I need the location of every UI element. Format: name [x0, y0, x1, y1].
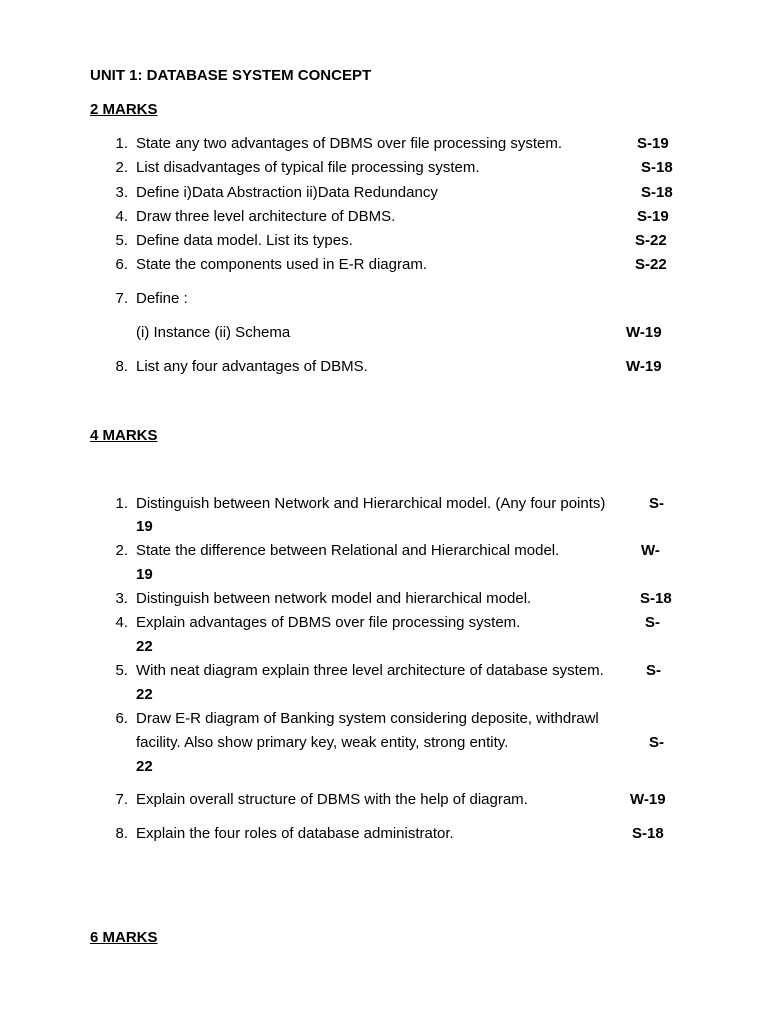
- exam-code-suffix: 19: [136, 566, 153, 583]
- page-title: UNIT 1: DATABASE SYSTEM CONCEPT: [90, 67, 372, 84]
- exam-code-prefix: S-: [645, 614, 660, 631]
- question-text-continued: facility. Also show primary key, weak entity, strong entity.: [136, 734, 509, 751]
- question-number: 6.: [115, 710, 128, 727]
- question-text: Draw E-R diagram of Banking system considering deposite, withdrawl: [136, 710, 599, 727]
- question-number: 3.: [115, 590, 128, 607]
- exam-code-suffix: 22: [136, 758, 153, 775]
- question-text: Explain overall structure of DBMS with the help of diagram.: [136, 791, 528, 808]
- question-text: Define data model. List its types.: [136, 232, 353, 249]
- question-subtext: (i) Instance (ii) Schema: [136, 324, 291, 341]
- exam-code: W-19: [630, 791, 666, 808]
- exam-code: S-18: [641, 159, 673, 176]
- exam-code-prefix: S-: [649, 495, 664, 512]
- question-text: Explain the four roles of database administrator.: [136, 825, 454, 842]
- exam-code-prefix: S-: [646, 662, 661, 679]
- section-heading-4-marks: 4 MARKS: [90, 427, 158, 444]
- question-number: 3.: [115, 184, 128, 201]
- exam-code: S-19: [637, 135, 669, 152]
- exam-code: S-22: [635, 232, 667, 249]
- question-text: Distinguish between Network and Hierarchical model. (Any four points): [136, 495, 606, 512]
- exam-code: S-22: [635, 256, 667, 273]
- question-number: 8.: [115, 358, 128, 375]
- question-text: List any four advantages of DBMS.: [136, 358, 368, 375]
- question-number: 7.: [115, 791, 128, 808]
- exam-code-suffix: 19: [136, 518, 153, 535]
- exam-code: S-18: [641, 184, 673, 201]
- question-number: 1.: [115, 495, 128, 512]
- question-number: 6.: [115, 256, 128, 273]
- question-text: Draw three level architecture of DBMS.: [136, 208, 396, 225]
- exam-code-prefix: W-: [641, 542, 660, 559]
- question-number: 7.: [115, 290, 128, 307]
- question-text: List disadvantages of typical file processing system.: [136, 159, 480, 176]
- exam-code-suffix: 22: [136, 638, 153, 655]
- exam-code: S-18: [632, 825, 664, 842]
- question-number: 5.: [115, 232, 128, 249]
- exam-code: S-19: [637, 208, 669, 225]
- question-text: Explain advantages of DBMS over file processing system.: [136, 614, 521, 631]
- question-text: State the difference between Relational and Hierarchical model.: [136, 542, 560, 559]
- question-text: Define :: [136, 290, 188, 307]
- question-number: 8.: [115, 825, 128, 842]
- question-number: 2.: [115, 159, 128, 176]
- question-text: Define i)Data Abstraction ii)Data Redundancy: [136, 184, 438, 201]
- question-number: 5.: [115, 662, 128, 679]
- exam-code: W-19: [626, 324, 662, 341]
- exam-code-suffix: 22: [136, 686, 153, 703]
- exam-code: W-19: [626, 358, 662, 375]
- exam-code-prefix: S-: [649, 734, 664, 751]
- question-text: With neat diagram explain three level architecture of database system.: [136, 662, 604, 679]
- question-text: State any two advantages of DBMS over file processing system.: [136, 135, 563, 152]
- question-number: 2.: [115, 542, 128, 559]
- section-heading-2-marks: 2 MARKS: [90, 101, 158, 118]
- question-number: 1.: [115, 135, 128, 152]
- question-number: 4.: [115, 614, 128, 631]
- exam-code: S-18: [640, 590, 672, 607]
- question-number: 4.: [115, 208, 128, 225]
- question-text: Distinguish between network model and hierarchical model.: [136, 590, 532, 607]
- question-text: State the components used in E-R diagram.: [136, 256, 427, 273]
- section-heading-6-marks: 6 MARKS: [90, 929, 158, 946]
